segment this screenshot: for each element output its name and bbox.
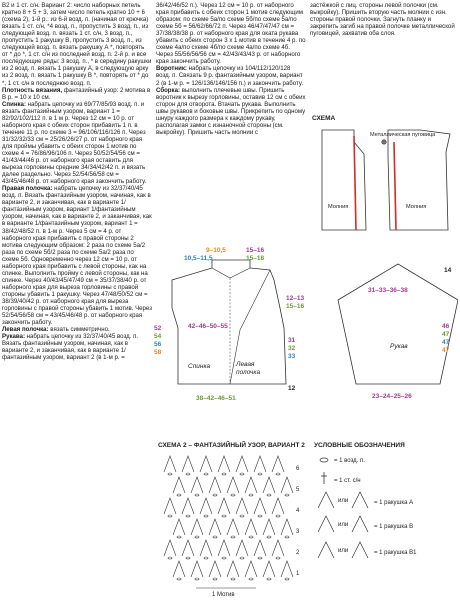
- paragraph-body: набрать цепочку из 69/77/85/93 возд. п. и вязать фантазийным узором, вариант 1 = 82/92/102/112 п. в 1 м р. Через 12 см = 10 р. от наборного края с обеих сторон прибавить 1 п. в течение 11 р. по схеме 3 = 96/106/116/126 п. Через 31/32/32/33 см = 25/26/26/27 р. от наборного края для проймы убавить с обеих сторон 1 мотив по схеме 4 = 76/86/96/106 п. Через 50/52/54/56 см = 41/43/44/46 р. от наборного края оставить для выреза горловины средние 34/34/42/42 п. и вязать далее раздельно. Через 52/54/56/58 см = 43/45/46/48 р. от наборного края закончить работу.: [2, 100, 147, 186]
- neck-width: 9–10,5: [206, 247, 226, 254]
- legend-item-3: = 1 ракушка А: [374, 500, 414, 506]
- col1-paragraph: [2, 333, 152, 361]
- legend-item-5: = 1 ракушка В1: [374, 550, 417, 556]
- chain-stitch: [285, 494, 289, 496]
- armhole-2: 15–16: [286, 303, 305, 310]
- pattern-scheme-2: [156, 440, 310, 600]
- paragraph-heading: Плотность вязания,: [2, 86, 64, 94]
- shoulder-width-2: 15–18: [246, 255, 265, 262]
- chain-stitch: [195, 578, 199, 580]
- zipper-label-right: Молния: [406, 204, 427, 210]
- paragraph-lead: В2 и 1 ст. с/н.: [2, 2, 42, 9]
- shell-stitch: [281, 519, 293, 535]
- chain-stitch: [276, 473, 280, 475]
- sleeve-cap-height: 14: [444, 267, 452, 274]
- side-height-1: 31: [288, 337, 296, 344]
- chain-stitch: [249, 536, 253, 538]
- sleeve-len-4: 47: [442, 347, 450, 354]
- chain-stitch: [231, 494, 235, 496]
- zipper-scheme: [310, 112, 458, 242]
- chain-stitch: [240, 515, 244, 517]
- legend-or-2: или: [338, 522, 349, 528]
- chain-stitch: [267, 578, 271, 580]
- shell-stitch: [236, 456, 248, 472]
- chain-stitch: [204, 515, 208, 517]
- legend-or-3: или: [338, 548, 349, 554]
- front-label-1: Левая: [236, 361, 255, 368]
- shell-stitch: [263, 519, 275, 535]
- shell-stitch: [164, 498, 176, 514]
- sleeve-label: Рукав: [390, 343, 408, 350]
- right-front-piece: [388, 130, 450, 230]
- shell-stitch: [209, 477, 221, 493]
- sleeve-top-width: 31–33–36–38: [368, 287, 408, 294]
- shell-stitch: [191, 561, 203, 577]
- sleeve-len-3: 47: [442, 339, 450, 346]
- shell-a-icon: [318, 492, 334, 508]
- shell-stitch: [182, 456, 194, 472]
- chain-stitch: [186, 515, 190, 517]
- row-3: 3: [296, 529, 300, 535]
- paragraph-body: фантазийный узор: 2 мотива в В р. = 10 х 10 см.: [2, 86, 151, 101]
- paragraph-body: застёжкой с лиц. стороны левой полочки (см. выкройку). Пришить вторую часть молнии с изн. стороны правой полочки. Загнуть планку и закрепить загиб на правой полочке металлической пуговицей, захватив оба слоя.: [310, 2, 455, 38]
- front-label-2: полочка: [236, 369, 261, 376]
- row-5: 5: [296, 487, 300, 493]
- chain-stitch: [240, 557, 244, 559]
- back-label: Спинка: [188, 363, 211, 370]
- shell-stitch: [218, 456, 230, 472]
- paragraph-body: набрать цепочку из 32/37/40/45 возд. п. Вязать фантазийным узором, начиная, как в варианте 2, и заканчивая, как в варианте 1/фантазийным узором, вариант 2 (в 1-м р. =: [2, 333, 139, 362]
- shell-stitch: [272, 456, 284, 472]
- chain-stitch: [267, 494, 271, 496]
- chain-stitch: [276, 515, 280, 517]
- chain-stitch: [168, 557, 172, 559]
- row-1: 1: [296, 571, 300, 577]
- shell-stitch: [218, 498, 230, 514]
- paragraph-body: 36/42/46/52 п.). Через 12 см = 10 р. от наборного края прибавить с обеих сторон 1 мотив следующим образом: по схеме 5а/по схеме 5б/по схеме 5а/по схеме 5б = 56/62/66/72 п. Через 46/47/47/47 см = 37/38/38/38 р. от наборного края для оката рукава убавить с обеих сторон 3 х 1 мотив в течение 4 р. по схеме 4а/по схеме 4б/по схеме 4а/по схеме 4б. Через 55/56/56/56 см = 42/43/43/43 р. от наборного края закончить работу.: [156, 2, 306, 66]
- shoulder-width: 15–16: [246, 247, 265, 254]
- legend-item-4: = 1 ракушка В: [374, 524, 414, 530]
- chain-stitch: [231, 536, 235, 538]
- paragraph-heading: Воротник:: [156, 65, 189, 73]
- chain-stitch: [204, 557, 208, 559]
- chain-stitch: [213, 578, 217, 580]
- shell-stitch: [236, 498, 248, 514]
- chain-stitch: [168, 515, 172, 517]
- side-height-2: 32: [288, 345, 296, 352]
- chain-icon: [320, 458, 328, 462]
- button-icon: [382, 140, 386, 144]
- chain-stitch: [222, 515, 226, 517]
- shell-stitch: [245, 561, 257, 577]
- shell-stitch: [281, 561, 293, 577]
- height-3: 56: [154, 341, 162, 348]
- chain-stitch: [222, 473, 226, 475]
- shell-stitch: [245, 477, 257, 493]
- col2-paragraph: [156, 2, 306, 65]
- col1-paragraph: [2, 326, 152, 333]
- scheme-title: СХЕМА: [312, 115, 336, 122]
- shell-b-icon: [318, 516, 334, 532]
- height-2: 54: [154, 333, 162, 340]
- shell-stitch: [245, 519, 257, 535]
- chain-stitch: [177, 494, 181, 496]
- paragraph-heading: Правая полочка:: [2, 185, 55, 193]
- shell-stitch: [191, 477, 203, 493]
- shell-stitch: [200, 456, 212, 472]
- col1-paragraph: [2, 101, 152, 186]
- paragraph-body: Вариант 2: число наборных петель кратно 8 + 5 + 3, затем число петель кратно 10 + 6 (схема 2), 1-й р.: из 6-й возд. п. (начиная от крючка) вязать 1 ст. с/н, *4 возд. п., пропустить 3 возд. п., из следующей возд. п. вязать 1 ст. с/н, 3 возд. п., пропустить 1 ракушку В, пропустить 3 возд. п., из следующей возд. п. вязать ракушку А *, повторять от * до *, 1 ст. с/н из последней возд. п. 2-й р. и все последующие ряды: 3 возд. п., * в середину ракушки из 2 возд. п. вязать 1 ракушку А, в следующую арку из 2 возд. п. вязать 1 ракушку В *, повторять от * до *, 1 ст. с/н в последнюю возд. п.: [2, 2, 152, 87]
- sleeve-bottom-width: 23–24–25–26: [372, 393, 412, 400]
- row-6: 6: [296, 466, 300, 472]
- chain-stitch: [213, 536, 217, 538]
- shell-stitch: [164, 456, 176, 472]
- front-bottom-width: 38–42–46–51: [196, 395, 236, 402]
- sleeve-len-2: 47: [442, 331, 450, 338]
- left-front-piece: [322, 130, 366, 230]
- height-1: 52: [154, 325, 162, 332]
- chain-stitch: [195, 494, 199, 496]
- shell-stitch: [254, 540, 266, 556]
- paragraph-body: выполнить плечевые швы. Пришить воротник к вырезу горловины, оставив 12 см с обеих сторон для отворота. Втачать рукава. Выполнить швы рукавов и боковые швы. Прикрепить по одному шнуру каждого размера к каждому рукаву, располагая замки с изнаночной стороны (см. выкройку). Пришить часть молнии с: [156, 86, 306, 136]
- legend-item-1: = 1 возд. п.: [334, 458, 365, 464]
- shell-b1-icon: [318, 542, 334, 558]
- shell-stitch: [227, 561, 239, 577]
- shell-stitch: [218, 540, 230, 556]
- shell-stitch: [272, 498, 284, 514]
- shell-stitch: [227, 477, 239, 493]
- shell-stitch: [209, 519, 221, 535]
- button-label: Металлическая пуговица: [370, 132, 436, 138]
- paragraph-heading: Сборка:: [156, 86, 182, 94]
- chain-stitch: [276, 557, 280, 559]
- chain-stitch: [231, 578, 235, 580]
- chain-stitch: [204, 473, 208, 475]
- paragraph-heading: Рукава:: [2, 333, 27, 341]
- shell-stitch: [200, 498, 212, 514]
- chain-stitch: [168, 473, 172, 475]
- shell-stitch: [263, 477, 275, 493]
- front-width: 42–46–50–55: [188, 323, 228, 330]
- scheme2-title: СХЕМА 2 – ФАНТАЗИЙНЫЙ УЗОР, ВАРИАНТ 2: [158, 442, 305, 449]
- shell-stitch: [191, 519, 203, 535]
- chain-stitch: [177, 578, 181, 580]
- sleeve-len-1: 46: [442, 323, 450, 330]
- sleeve-outline: [338, 264, 458, 384]
- legend-or-1: или: [338, 498, 349, 504]
- col2-paragraph: [156, 87, 306, 136]
- shell-stitch: [254, 456, 266, 472]
- shell-stitch: [281, 477, 293, 493]
- chain-stitch: [186, 557, 190, 559]
- shell-stitch: [254, 498, 266, 514]
- chain-stitch: [285, 536, 289, 538]
- chain-stitch: [249, 494, 253, 496]
- legend-title: УСЛОВНЫЕ ОБОЗНАЧЕНИЯ: [314, 442, 405, 449]
- shell-stitch: [182, 498, 194, 514]
- chain-stitch: [240, 473, 244, 475]
- pattern-pieces: [150, 238, 458, 408]
- side-height-3: 33: [288, 353, 296, 360]
- zipper-label-left: Молния: [328, 204, 349, 210]
- col1-paragraph: [2, 87, 152, 101]
- chain-stitch: [258, 473, 262, 475]
- height-4: 58: [154, 349, 162, 356]
- chain-stitch: [258, 515, 262, 517]
- motif-label: 1 Мотив: [212, 592, 235, 598]
- shell-stitch: [164, 540, 176, 556]
- col1-paragraph: [2, 185, 152, 326]
- shell-stitch: [263, 561, 275, 577]
- row-2: 2: [296, 550, 300, 556]
- col1-paragraph: [2, 2, 152, 87]
- chain-stitch: [213, 494, 217, 496]
- shell-stitch: [209, 561, 221, 577]
- paragraph-heading: Спинка:: [2, 100, 28, 108]
- side-height-extra: 12: [288, 385, 296, 392]
- legend-item-2: = 1 ст. с/н: [334, 478, 361, 484]
- col3-paragraph: [310, 2, 458, 37]
- instructions-column-3: [310, 2, 458, 37]
- paragraph-body: вязать симметрично.: [50, 326, 110, 334]
- chain-stitch: [267, 536, 271, 538]
- shell-stitch: [173, 519, 185, 535]
- shell-stitch: [200, 540, 212, 556]
- armhole-1: 12–13: [286, 295, 305, 302]
- row-4: 4: [296, 508, 300, 514]
- chain-stitch: [195, 536, 199, 538]
- chain-stitch: [249, 578, 253, 580]
- neck-width-2: 10,5–11,5: [184, 255, 213, 262]
- paragraph-heading: Левая полочка:: [2, 326, 51, 334]
- legend: [312, 440, 458, 600]
- col2-paragraph: [156, 65, 306, 86]
- shell-stitch: [182, 540, 194, 556]
- chain-stitch: [285, 578, 289, 580]
- shell-stitch: [227, 519, 239, 535]
- shell-stitch: [272, 540, 284, 556]
- instructions-column-1: [2, 2, 152, 361]
- chain-stitch: [222, 557, 226, 559]
- paragraph-body: набрать цепочку из 32/37/40/45 возд. п. Вязать фантазийным узором, начиная, как в варианте 2, и заканчивая, как в варианте 1/фантазийным узором, вариант 1/фантазийным узором, начиная, как в варианте 2, и заканчивая, как в варианте 1/фантазийным узором, вариант 1 = 38/42/48/52 п. в 1-м р. Через 5 см = 4 р. от наборного края прибавить с правой стороны 2 мотива следующим образом: 2 раза по схеме 5а/2 раза по схеме 5б/2 раза по схеме 5а/2 раза по схеме 5б. Одновременно через 12 см = 10 р. от наборного края прибавить с левой стороны, как на спинке. Выполнить пройму с левой стороны, как на спинке. Через 40/43/45/47/49 см = 35/37/38/40 р. от наборного края для выреза горловины с правой стороны убавить 1 ракушку. Через 47/48/50/52 см = 38/39/40/42 р. от наборного края для выреза горловины с правой стороны убавить 1 мотив. Через 52/54/56/58 см = 43/45/46/48 р. от наборного края закончить работу.: [2, 185, 152, 327]
- chain-stitch: [177, 536, 181, 538]
- shell-stitch: [173, 477, 185, 493]
- shell-stitch: [173, 561, 185, 577]
- instructions-column-2: [156, 2, 306, 136]
- chain-stitch: [258, 557, 262, 559]
- chain-stitch: [186, 473, 190, 475]
- paragraph-body: набрать цепочку из 104/112/120/128 возд. п. Связать 9 р. фантазийным узором, вариант 2 (в 1-м р. = 126/136/146/156 п.) и закончить работу.: [156, 65, 304, 87]
- shell-stitch: [236, 540, 248, 556]
